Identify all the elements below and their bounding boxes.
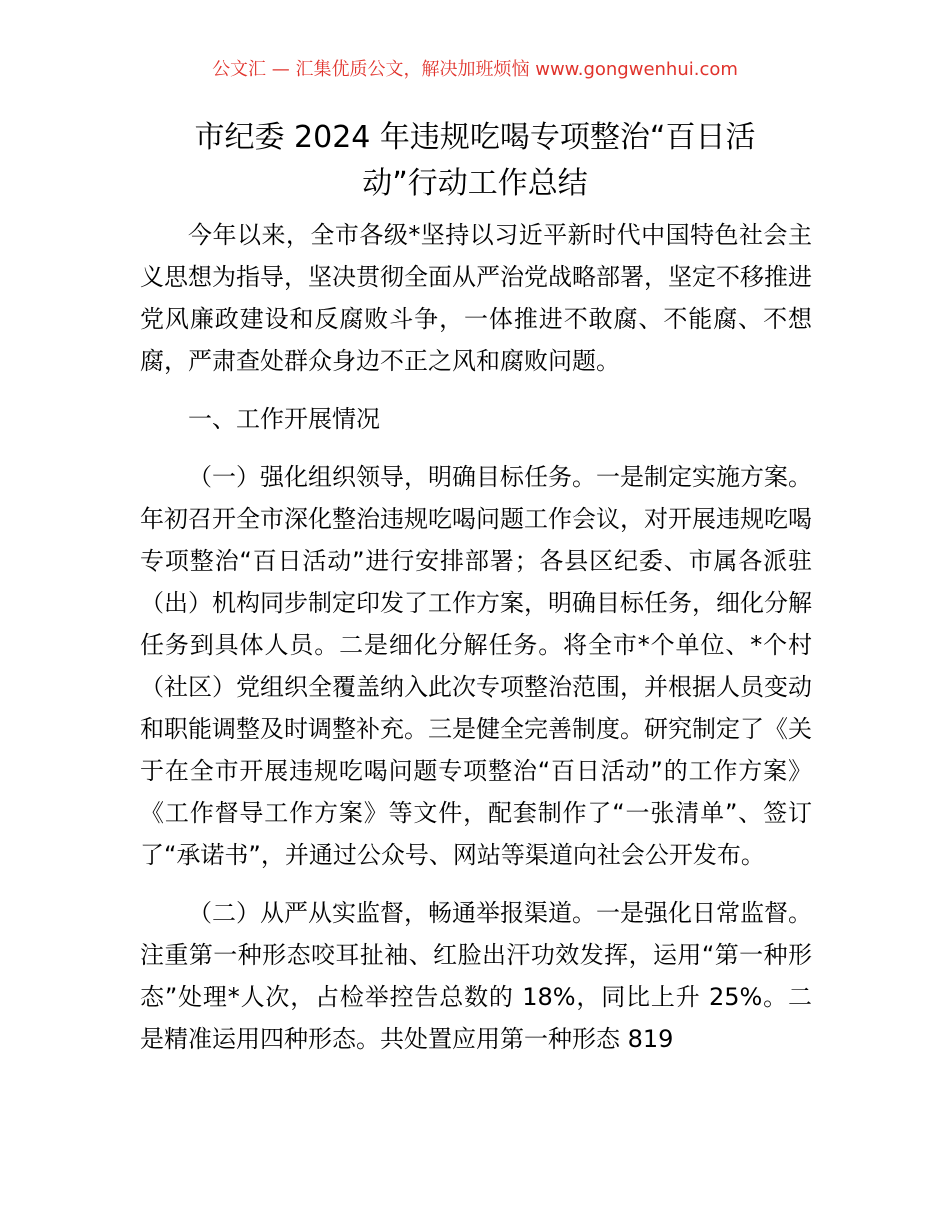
title-line-2: 动”行动工作总结	[362, 166, 588, 201]
section-heading: 一、工作开展情况	[188, 405, 380, 433]
watermark-header: 公文汇 — 汇集优质公文，解决加班烦恼 www.gongwenhui.com	[212, 59, 738, 80]
document-body	[140, 214, 812, 1060]
body-paragraph: （二）从严从实监督，畅通举报渠道。一是强化日常监督。注重第一种形态咬耳扯袖、红脸出汗功效发挥，运用“第一种形态”处理*人次，占检举控告总数的 18%，同比上升 25%。二是精准运用四种形态。共处置应用第一种形态 819	[140, 899, 812, 1053]
document-title	[140, 115, 810, 207]
title-line-1: 市纪委 2024 年违规吃喝专项整治“百日活	[194, 120, 756, 155]
intro-paragraph: 今年以来，全市各级*坚持以习近平新时代中国特色社会主义思想为指导，坚决贯彻全面从严治党战略部署，坚定不移推进党风廉政建设和反腐败斗争，一体推进不敢腐、不能腐、不想腐，严肃查处群众身边不正之风和腐败问题。	[140, 221, 812, 375]
body-paragraph: （一）强化组织领导，明确目标任务。一是制定实施方案。年初召开全市深化整治违规吃喝问题工作会议，对开展违规吃喝专项整治“百日活动”进行安排部署；各县区纪委、市属各派驻（出）机构同步制定印发了工作方案，明确目标任务，细化分解任务到具体人员。二是细化分解任务。将全市*个单位、*个村（社区）党组织全覆盖纳入此次专项整治范围，并根据人员变动和职能调整及时调整补充。三是健全完善制度。研究制定了《关于在全市开展违规吃喝问题专项整治“百日活动”的工作方案》《工作督导工作方案》等文件，配套制作了“一张清单”、签订了“承诺书”，并通过公众号、网站等渠道向社会公开发布。	[140, 463, 812, 869]
